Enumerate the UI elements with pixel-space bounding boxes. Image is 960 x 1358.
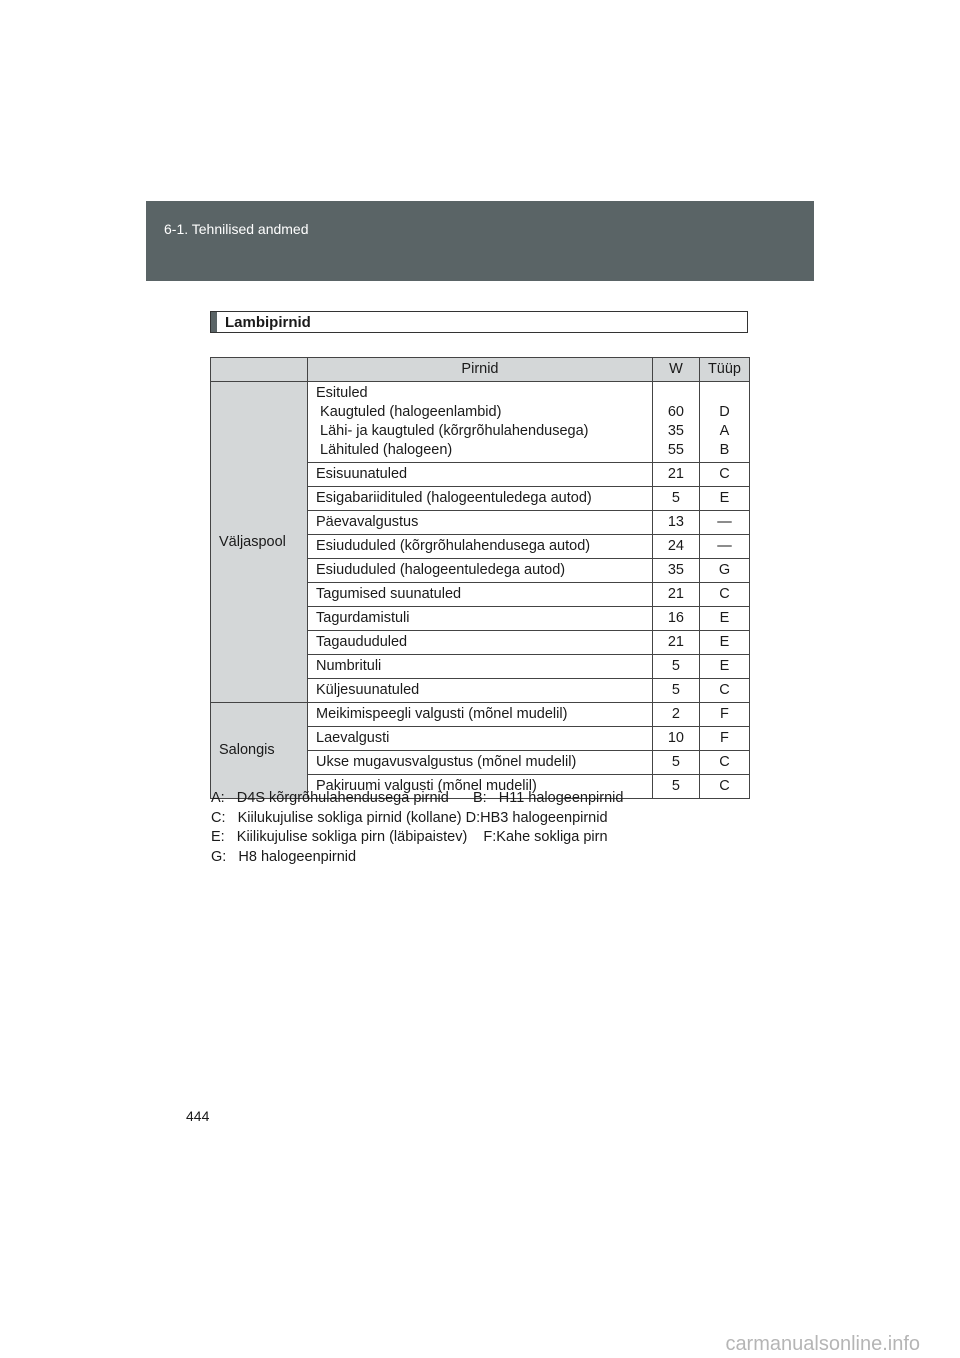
bulb-type (699, 382, 749, 463)
bulb-type (699, 751, 749, 775)
header-watt: W (652, 358, 699, 382)
bulb-watt-line: 10 (667, 730, 684, 746)
bulb-type-line (708, 384, 741, 403)
bulb-name (308, 655, 653, 679)
bulb-watt-line: 60 (667, 404, 684, 420)
bulb-watt-line: 5 (671, 682, 680, 698)
group-label: Väljaspool (211, 382, 308, 703)
bulb-watt-line: 5 (671, 658, 680, 674)
bulb-name-line: Esituled (316, 385, 368, 401)
bulb-name (308, 727, 653, 751)
header-group (211, 358, 308, 382)
bulb-type (699, 487, 749, 511)
table-row (211, 382, 750, 463)
bulb-type-line: F (720, 730, 729, 746)
bulb-watt (652, 463, 699, 487)
page-number: 444 (186, 1108, 210, 1124)
bulb-type-line: F (720, 706, 729, 722)
bulb-watt-line: 24 (667, 538, 684, 554)
bulb-watt (652, 535, 699, 559)
bulb-type-line: D (719, 404, 730, 420)
bulb-name (308, 463, 653, 487)
bulb-name (308, 382, 653, 463)
legend-notes (211, 789, 623, 867)
bulb-type-line: E (719, 610, 730, 626)
bulb-watt-line: 5 (671, 754, 680, 770)
bulb-name-line: Lähi- ja kaugtuled (kõrgrõhulahendusega) (316, 423, 589, 439)
bulb-type (699, 607, 749, 631)
bulb-type (699, 655, 749, 679)
bulb-watt (652, 631, 699, 655)
bulb-watt (652, 655, 699, 679)
bulb-name-line: Kaugtuled (halogeenlambid) (316, 404, 502, 420)
bulb-name (308, 511, 653, 535)
group-label: Salongis (211, 703, 308, 799)
bulb-name-line: Tagurdamistuli (316, 610, 410, 626)
bulb-type (699, 511, 749, 535)
bulb-type-line: C (719, 754, 730, 770)
table-row (211, 703, 750, 727)
bulb-name-line: Meikimispeegli valgusti (mõnel mudelil) (316, 706, 568, 722)
bulb-watt (652, 607, 699, 631)
bulb-name (308, 679, 653, 703)
bulb-watt (652, 679, 699, 703)
bulb-type (699, 559, 749, 583)
bulb-type-line: E (719, 634, 730, 650)
watermark: carmanualsonline.info (725, 1333, 920, 1355)
bulb-watt-line: 5 (671, 490, 680, 506)
bulb-watt-line: 55 (667, 442, 684, 458)
bulb-name-line: Esiududuled (kõrgrõhulahendusega autod) (316, 538, 591, 554)
bulb-watt (652, 703, 699, 727)
bulb-name-line: Tagumised suunatuled (316, 586, 462, 602)
bulb-name-line: Numbrituli (316, 658, 382, 674)
bulb-name-line: Esigabariidituled (halogeentuledega autod) (316, 490, 592, 506)
bulb-watt (652, 511, 699, 535)
note-line: C: Kiilukujulise sokliga pirnid (kollane) D:HB3 halogeenpirnid (211, 809, 608, 826)
bulb-type (699, 775, 749, 799)
bulb-type (699, 727, 749, 751)
bulb-watt (652, 751, 699, 775)
bulb-type-line: C (719, 466, 730, 482)
bulb-watt-line: 13 (667, 514, 684, 530)
bulb-watt (652, 775, 699, 799)
bulb-watt (652, 559, 699, 583)
bulb-watt-line: 16 (667, 610, 684, 626)
bulb-type-line: E (719, 490, 730, 506)
bulb-name (308, 751, 653, 775)
section-title-bar (211, 312, 217, 332)
bulb-type-line: C (719, 778, 730, 794)
bulb-name-line: Tagaududuled (316, 634, 408, 650)
bulb-type-line: — (717, 538, 732, 554)
bulb-name-line: Pakiruumi valgusti (mõnel mudelil) (316, 778, 537, 794)
bulb-watt-line: 35 (667, 562, 684, 578)
bulb-watt-line: 2 (671, 706, 680, 722)
bulb-type (699, 631, 749, 655)
bulb-name (308, 703, 653, 727)
section-label: 6-1. Tehnilised andmed (164, 221, 309, 237)
bulb-watt-line: 21 (667, 466, 684, 482)
bulb-watt (652, 727, 699, 751)
bulb-table (210, 357, 750, 799)
section-title: Lambipirnid (225, 314, 311, 331)
bulb-name (308, 607, 653, 631)
bulb-name-line: Päevavalgustus (316, 514, 419, 530)
bulb-type-line: C (719, 586, 730, 602)
bulb-watt-line: 5 (671, 778, 680, 794)
note-line: A: D4S kõrgrõhulahendusega pirnid B: H11 halogeenpirnid (211, 790, 624, 806)
bulb-type-line: E (719, 658, 730, 674)
bulb-watt-line: 21 (667, 634, 684, 650)
bulb-type-line: G (718, 562, 731, 578)
section-title-box (210, 311, 748, 333)
bulb-type (699, 583, 749, 607)
note-line: G: H8 halogeenpirnid (211, 848, 357, 865)
header-type: Tüüp (699, 358, 749, 382)
table-header-row (211, 358, 750, 382)
bulb-type-line: — (717, 514, 732, 530)
bulb-watt-line: 35 (667, 423, 684, 439)
bulb-type-line: B (719, 442, 730, 458)
bulb-name (308, 535, 653, 559)
bulb-name-line: Ukse mugavusvalgustus (mõnel mudelil) (316, 754, 577, 770)
bulb-name-line: Küljesuunatuled (316, 682, 420, 698)
bulb-watt-line: 21 (667, 586, 684, 602)
note-line: E: Kiilikujulise sokliga pirn (läbipaistev) F:Kahe sokliga pirn (211, 829, 608, 845)
bulb-type (699, 463, 749, 487)
header-band (146, 201, 814, 281)
bulb-name-line: Laevalgusti (316, 730, 390, 746)
bulb-name (308, 487, 653, 511)
bulb-name (308, 583, 653, 607)
table-body (211, 382, 750, 799)
bulb-name-line: Lähituled (halogeen) (316, 442, 453, 458)
bulb-watt (652, 583, 699, 607)
bulb-name-line: Esisuunatuled (316, 466, 408, 482)
bulb-watt-line (661, 384, 691, 403)
bulb-type-line: A (719, 423, 730, 439)
header-bulbs: Pirnid (308, 358, 653, 382)
bulb-name (308, 559, 653, 583)
bulb-name-line: Esiududuled (halogeentuledega autod) (316, 562, 566, 578)
bulb-watt (652, 487, 699, 511)
bulb-type-line: C (719, 682, 730, 698)
bulb-type (699, 703, 749, 727)
bulb-watt (652, 382, 699, 463)
bulb-type (699, 535, 749, 559)
bulb-name (308, 631, 653, 655)
bulb-type (699, 679, 749, 703)
